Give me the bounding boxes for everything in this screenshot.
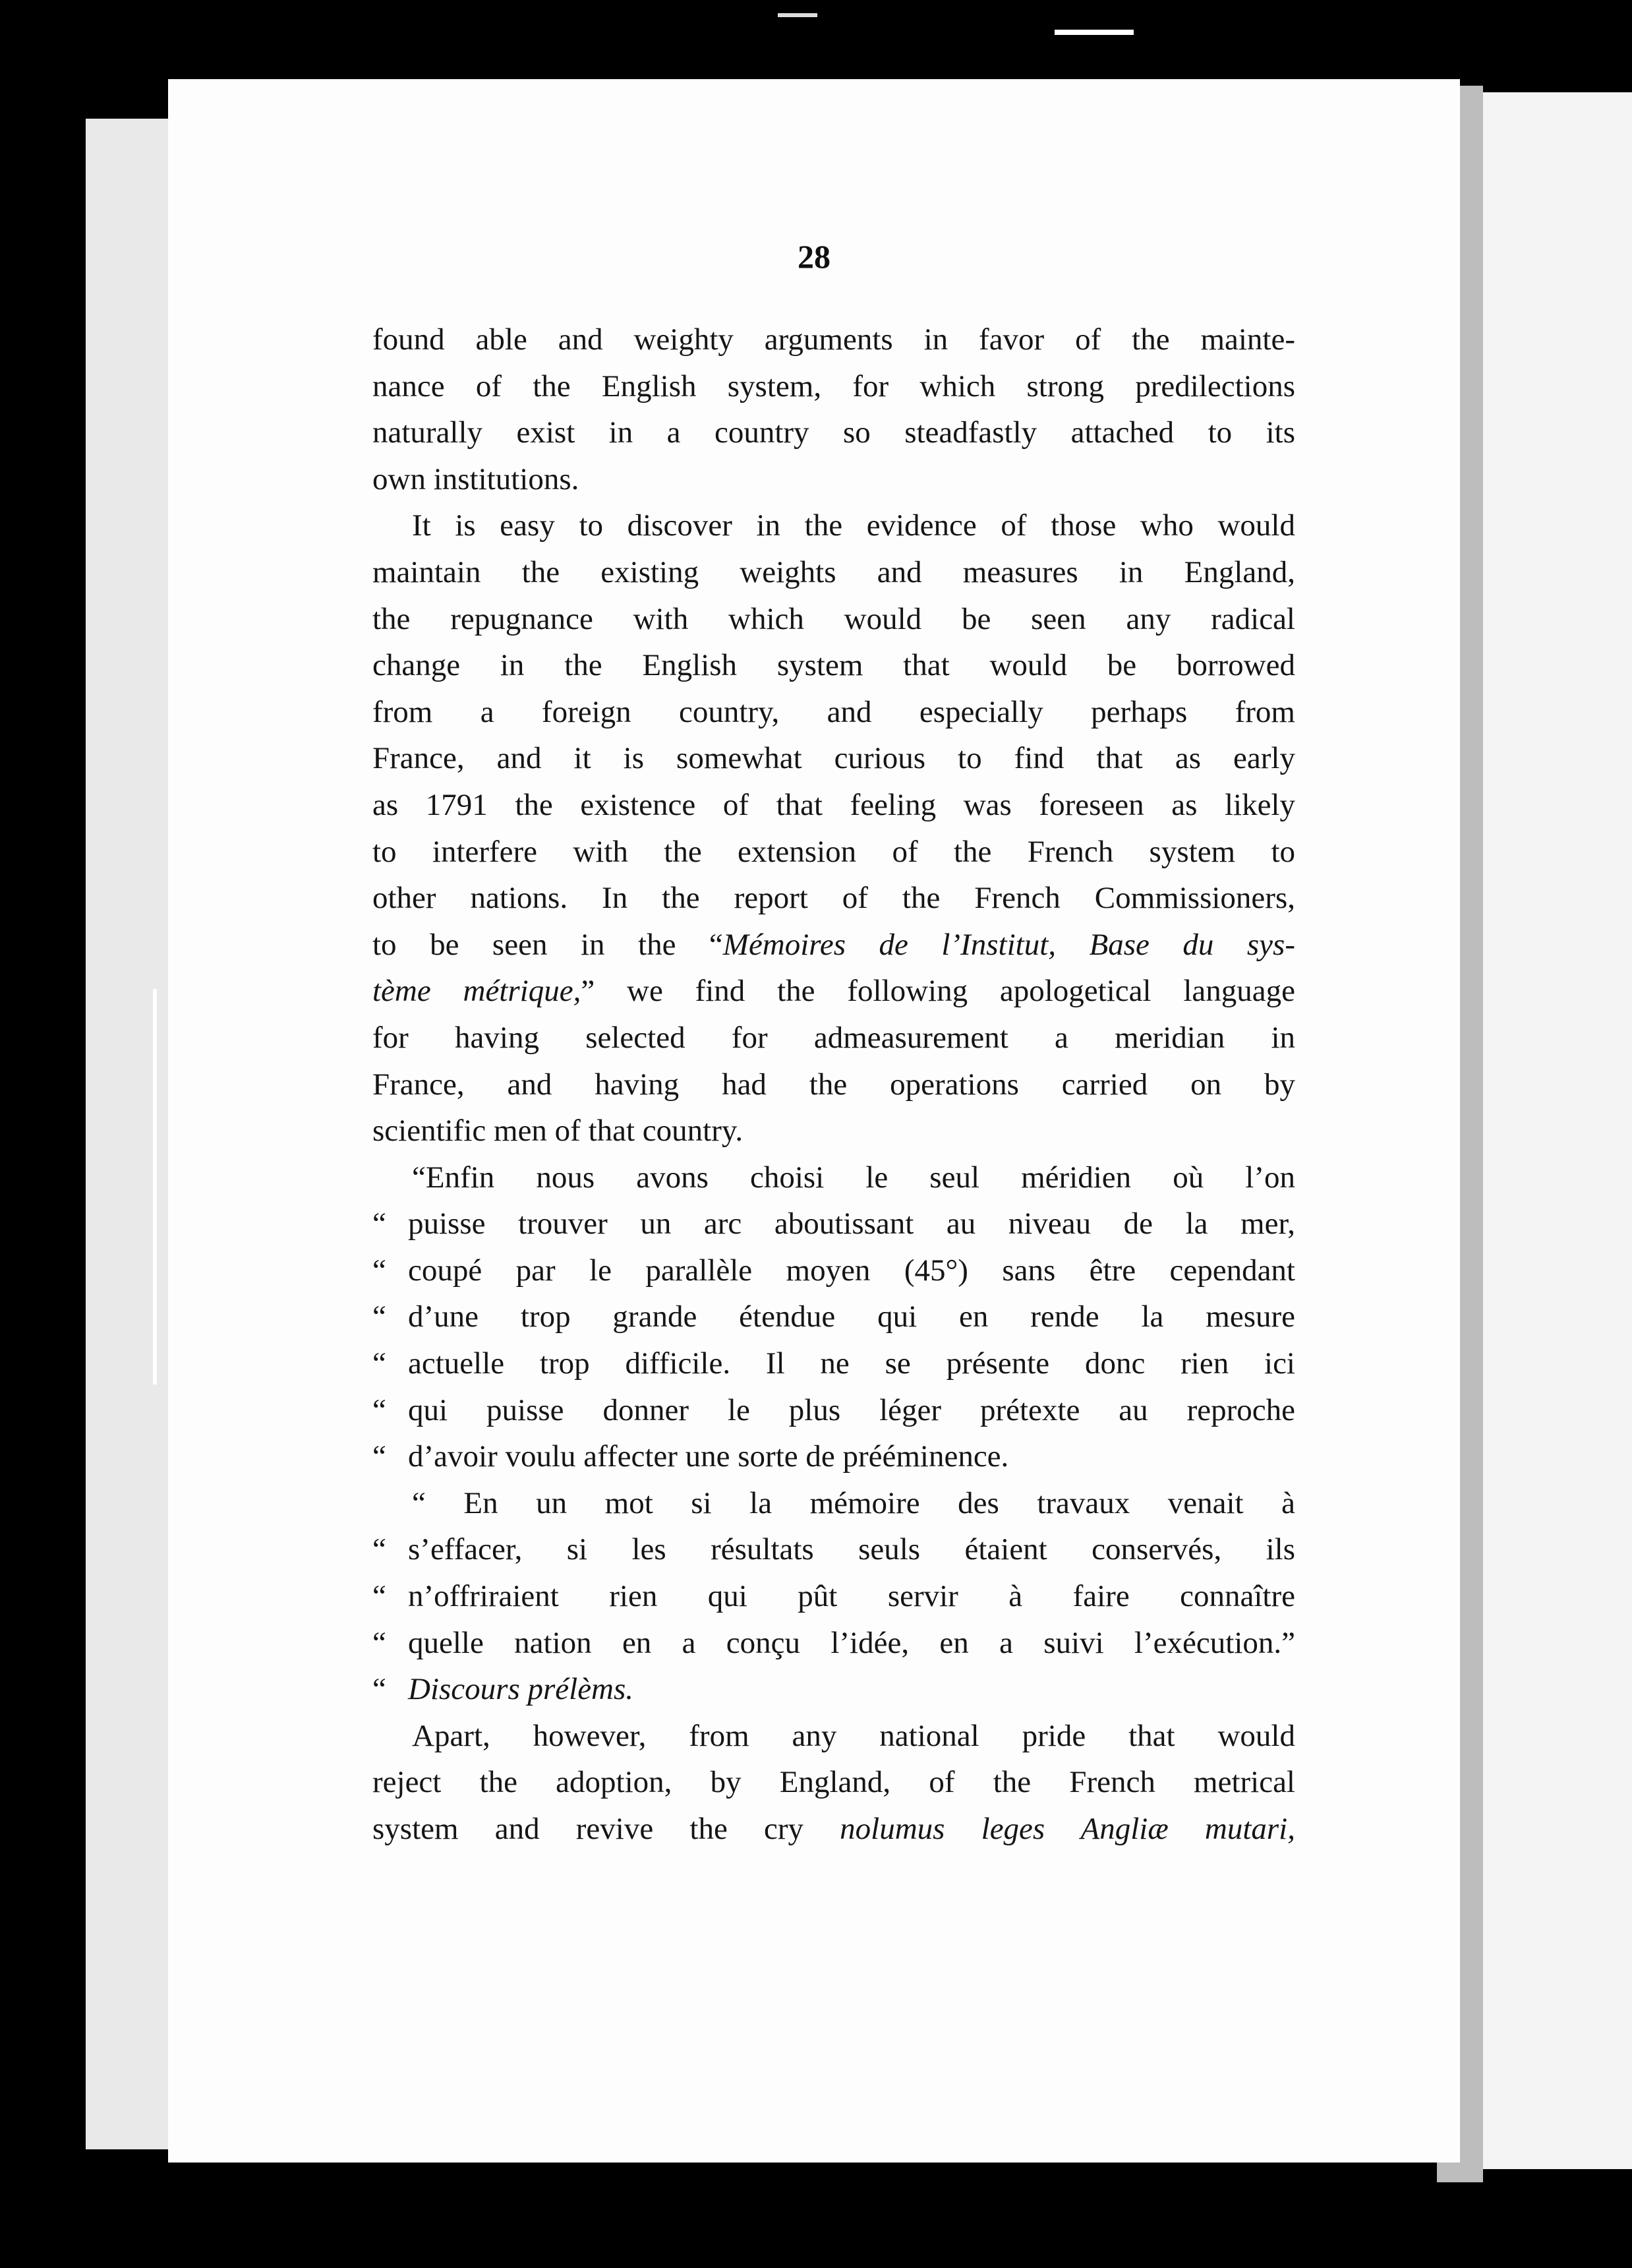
text-line: other nations. In the report of the French Commissioners, [372,881,1295,916]
text-line: France, and having had the operations carried on by [372,1067,1295,1102]
text-line: found able and weighty arguments in favor of the mainte- [372,322,1295,357]
paragraph-3 [372,1713,1295,1853]
text-run: ” we find the following apologetical language [581,974,1295,1009]
quote-line [372,1573,1295,1620]
quote-text: actuelle trop difficile. Il ne se présente donc rien ici [408,1346,1295,1381]
quote-line [372,1294,1295,1340]
book-page [168,79,1460,2163]
quote-text: puisse trouver un arc aboutissant au niveau de la mer, [408,1207,1295,1241]
quote-mark: “ [372,1439,386,1474]
text-line: the repugnance with which would be seen any radical [372,601,1295,636]
latin-phrase: nolumus leges Angliæ mutari, [840,1812,1295,1846]
quote-mark: “ [372,1299,386,1334]
quote-text: d’une trop grande étendue qui en rende la mesure [408,1299,1295,1334]
text-line [372,968,1295,1015]
quote-mark: “ [372,1253,386,1288]
quote-mark: “ [372,1625,386,1660]
quote-line [372,1620,1295,1667]
text-line: maintain the existing weights and measures in England, [372,554,1295,589]
text-line: as 1791 the existence of that feeling was foreseen as likely [372,787,1295,822]
quote-mark: “ [372,1207,386,1241]
quote-mark: “ [372,1346,386,1381]
italic-title: tème métrique, [372,974,581,1009]
page-number: 28 [798,238,831,275]
quote-mark: “ [372,1392,386,1427]
quote-text: n’offriraient rien qui pût servir à faire connaître [408,1579,1295,1614]
quote-mark: “ [372,1532,386,1567]
text-line: change in the English system that would be borrowed [372,648,1295,683]
quote-line [372,1340,1295,1387]
text-line: Apart, however, from any national pride that would [412,1718,1295,1753]
quote-source: Discours prélèms. [408,1672,634,1707]
italic-title: Mémoires de l’Institut, Base du sys- [722,927,1295,962]
quote-text: d’avoir voulu affecter une sorte de prééminence. [408,1439,1009,1474]
text-line: from a foreign country, and especially perhaps from [372,694,1295,729]
scan-artifact [1055,30,1134,35]
french-quote-1 [372,1154,1295,1480]
quote-line [372,1201,1295,1247]
quote-text: s’effacer, si les résultats seuls étaient conservés, ils [408,1532,1295,1567]
quote-text: qui puisse donner le plus léger prétexte au reproche [408,1392,1295,1427]
quote-text: coupé par le parallèle moyen (45°) sans être cependant [408,1253,1295,1288]
text-line: scientific men of that country. [372,1114,743,1149]
french-quote-2 [372,1480,1295,1713]
text-line: France, and it is somewhat curious to find that as early [372,741,1295,776]
quote-line [372,1666,1295,1713]
text-line [372,922,1295,969]
text-run: system and revive the cry [372,1812,840,1846]
text-line: It is easy to discover in the evidence of those who would [412,508,1295,543]
quote-line [372,1247,1295,1294]
quote-mark: “ [372,1579,386,1614]
quote-mark: “ [372,1672,386,1707]
text-run: to be seen in the “ [372,927,723,962]
text-line: reject the adoption, by England, of the French metrical [372,1765,1295,1800]
paragraph-1 [372,316,1295,502]
scan-artifact [153,989,157,1385]
quote-line: “ En un mot si la mémoire des travaux venait à [412,1485,1295,1520]
text-line: to interfere with the extension of the French system to [372,834,1295,869]
text-line: nance of the English system, for which strong predilections [372,369,1295,403]
paragraph-2 [372,502,1295,1154]
quote-text: quelle nation en a conçu l’idée, en a suivi l’exécution.” [408,1625,1295,1660]
text-line: naturally exist in a country so steadfastly attached to its [372,415,1295,450]
quote-line [372,1433,1295,1480]
quote-line: “Enfin nous avons choisi le seul méridien où l’on [412,1160,1295,1195]
text-line [372,1806,1295,1853]
quote-line [372,1387,1295,1434]
scan-artifact [778,13,817,17]
rear-page-right [1470,92,1632,2169]
text-line: own institutions. [372,462,579,496]
text-line: for having selected for admeasurement a meridian in [372,1020,1295,1055]
page-body [372,316,1295,1853]
quote-line [372,1526,1295,1573]
